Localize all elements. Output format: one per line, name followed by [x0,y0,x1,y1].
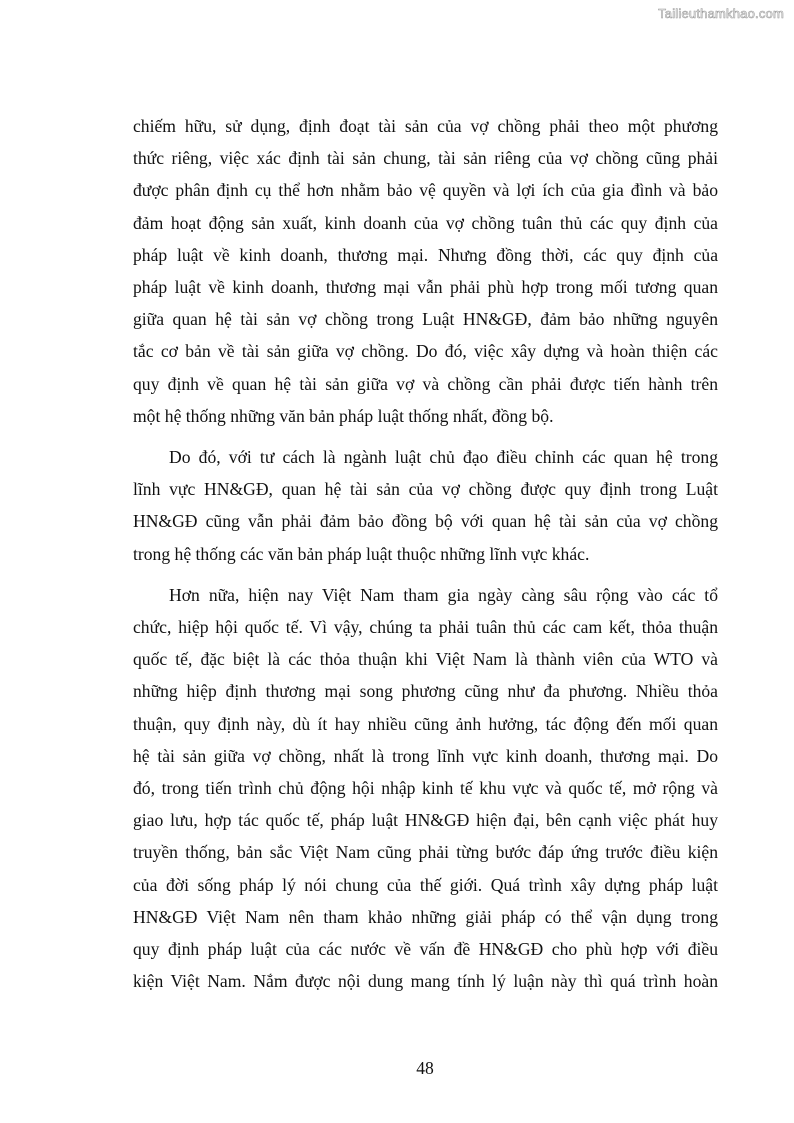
text-line: đảm hoạt động sản xuất, kinh doanh của vợ chồng tuân thủ các quy định của [133,212,718,233]
text-line: chiếm hữu, sử dụng, định đoạt tài sản của vợ chồng phải theo một phương [133,116,718,136]
paragraph-2 [133,441,718,570]
text-line: lĩnh vực HN&GĐ, quan hệ tài sản của vợ chồng được quy định trong Luật [133,479,718,500]
text-line: Hơn nữa, hiện nay Việt Nam tham gia ngày càng sâu rộng vào các tổ [169,584,718,605]
text-line: kiện Việt Nam. Nắm được nội dung mang tính lý luận này thì quá trình hoàn [133,971,718,992]
text-line: HN&GĐ cũng vẫn phải đảm bảo đồng bộ với quan hệ tài sản của vợ chồng [133,511,718,532]
text-line: quy định pháp luật của các nước về vấn đề HN&GĐ cho phù hợp với điều [133,939,718,960]
text-line: của đời sống pháp lý nói chung của thế giới. Quá trình xây dựng pháp luật [133,874,718,895]
text-line: quốc tế, đặc biệt là các thỏa thuận khi Việt Nam là thành viên của WTO và [133,649,718,670]
watermark-text: Tailieuthamkhao.com [658,6,784,21]
text-line: thức riêng, việc xác định tài sản chung, tài sản riêng của vợ chồng cũng phải [133,148,718,169]
text-line: pháp luật về kinh doanh, thương mại vẫn phải phù hợp trong mối tương quan [133,277,718,298]
text-line: pháp luật về kinh doanh, thương mại. Nhưng đồng thời, các quy định của [133,244,718,265]
text-line: được phân định cụ thể hơn nhằm bảo vệ quyền và lợi ích của gia đình và bảo [133,180,718,201]
text-line: tắc cơ bản về tài sản giữa vợ chồng. Do đó, việc xây dựng và hoàn thiện các [133,341,718,362]
text-line: chức, hiệp hội quốc tế. Vì vậy, chúng ta phải tuân thủ các cam kết, thỏa thuận [133,617,718,638]
text-line: những hiệp định thương mại song phương cũng như đa phương. Nhiều thỏa [133,681,718,702]
text-line: quy định về quan hệ tài sản giữa vợ và chồng cần phải được tiến hành trên [133,373,718,394]
text-line: giao lưu, hợp tác quốc tế, pháp luật HN&GĐ hiện đại, bên cạnh việc phát huy [133,810,718,831]
page-body [133,110,718,1006]
text-line: trong hệ thống các văn bản pháp luật thuộc những lĩnh vực khác. [133,543,590,564]
paragraph-1 [133,110,718,432]
text-line: thuận, quy định này, dù ít hay nhiều cũng ảnh hưởng, tác động đến mối quan [133,713,718,734]
paragraph-3 [133,579,718,998]
text-line: hệ tài sản giữa vợ chồng, nhất là trong lĩnh vực kinh doanh, thương mại. Do [133,745,718,766]
text-line: một hệ thống những văn bản pháp luật thống nhất, đồng bộ. [133,405,554,426]
text-line: Do đó, với tư cách là ngành luật chủ đạo điều chỉnh các quan hệ trong [169,447,718,468]
page-number: 48 [416,1058,434,1078]
text-line: truyền thống, bản sắc Việt Nam cũng phải từng bước đáp ứng trước điều kiện [133,842,718,863]
text-line: đó, trong tiến trình chủ động hội nhập kinh tế khu vực và quốc tế, mở rộng và [133,778,718,799]
text-line: HN&GĐ Việt Nam nên tham khảo những giải pháp có thể vận dụng trong [133,906,718,927]
text-line: giữa quan hệ tài sản vợ chồng trong Luật HN&GĐ, đảm bảo những nguyên [133,309,718,330]
